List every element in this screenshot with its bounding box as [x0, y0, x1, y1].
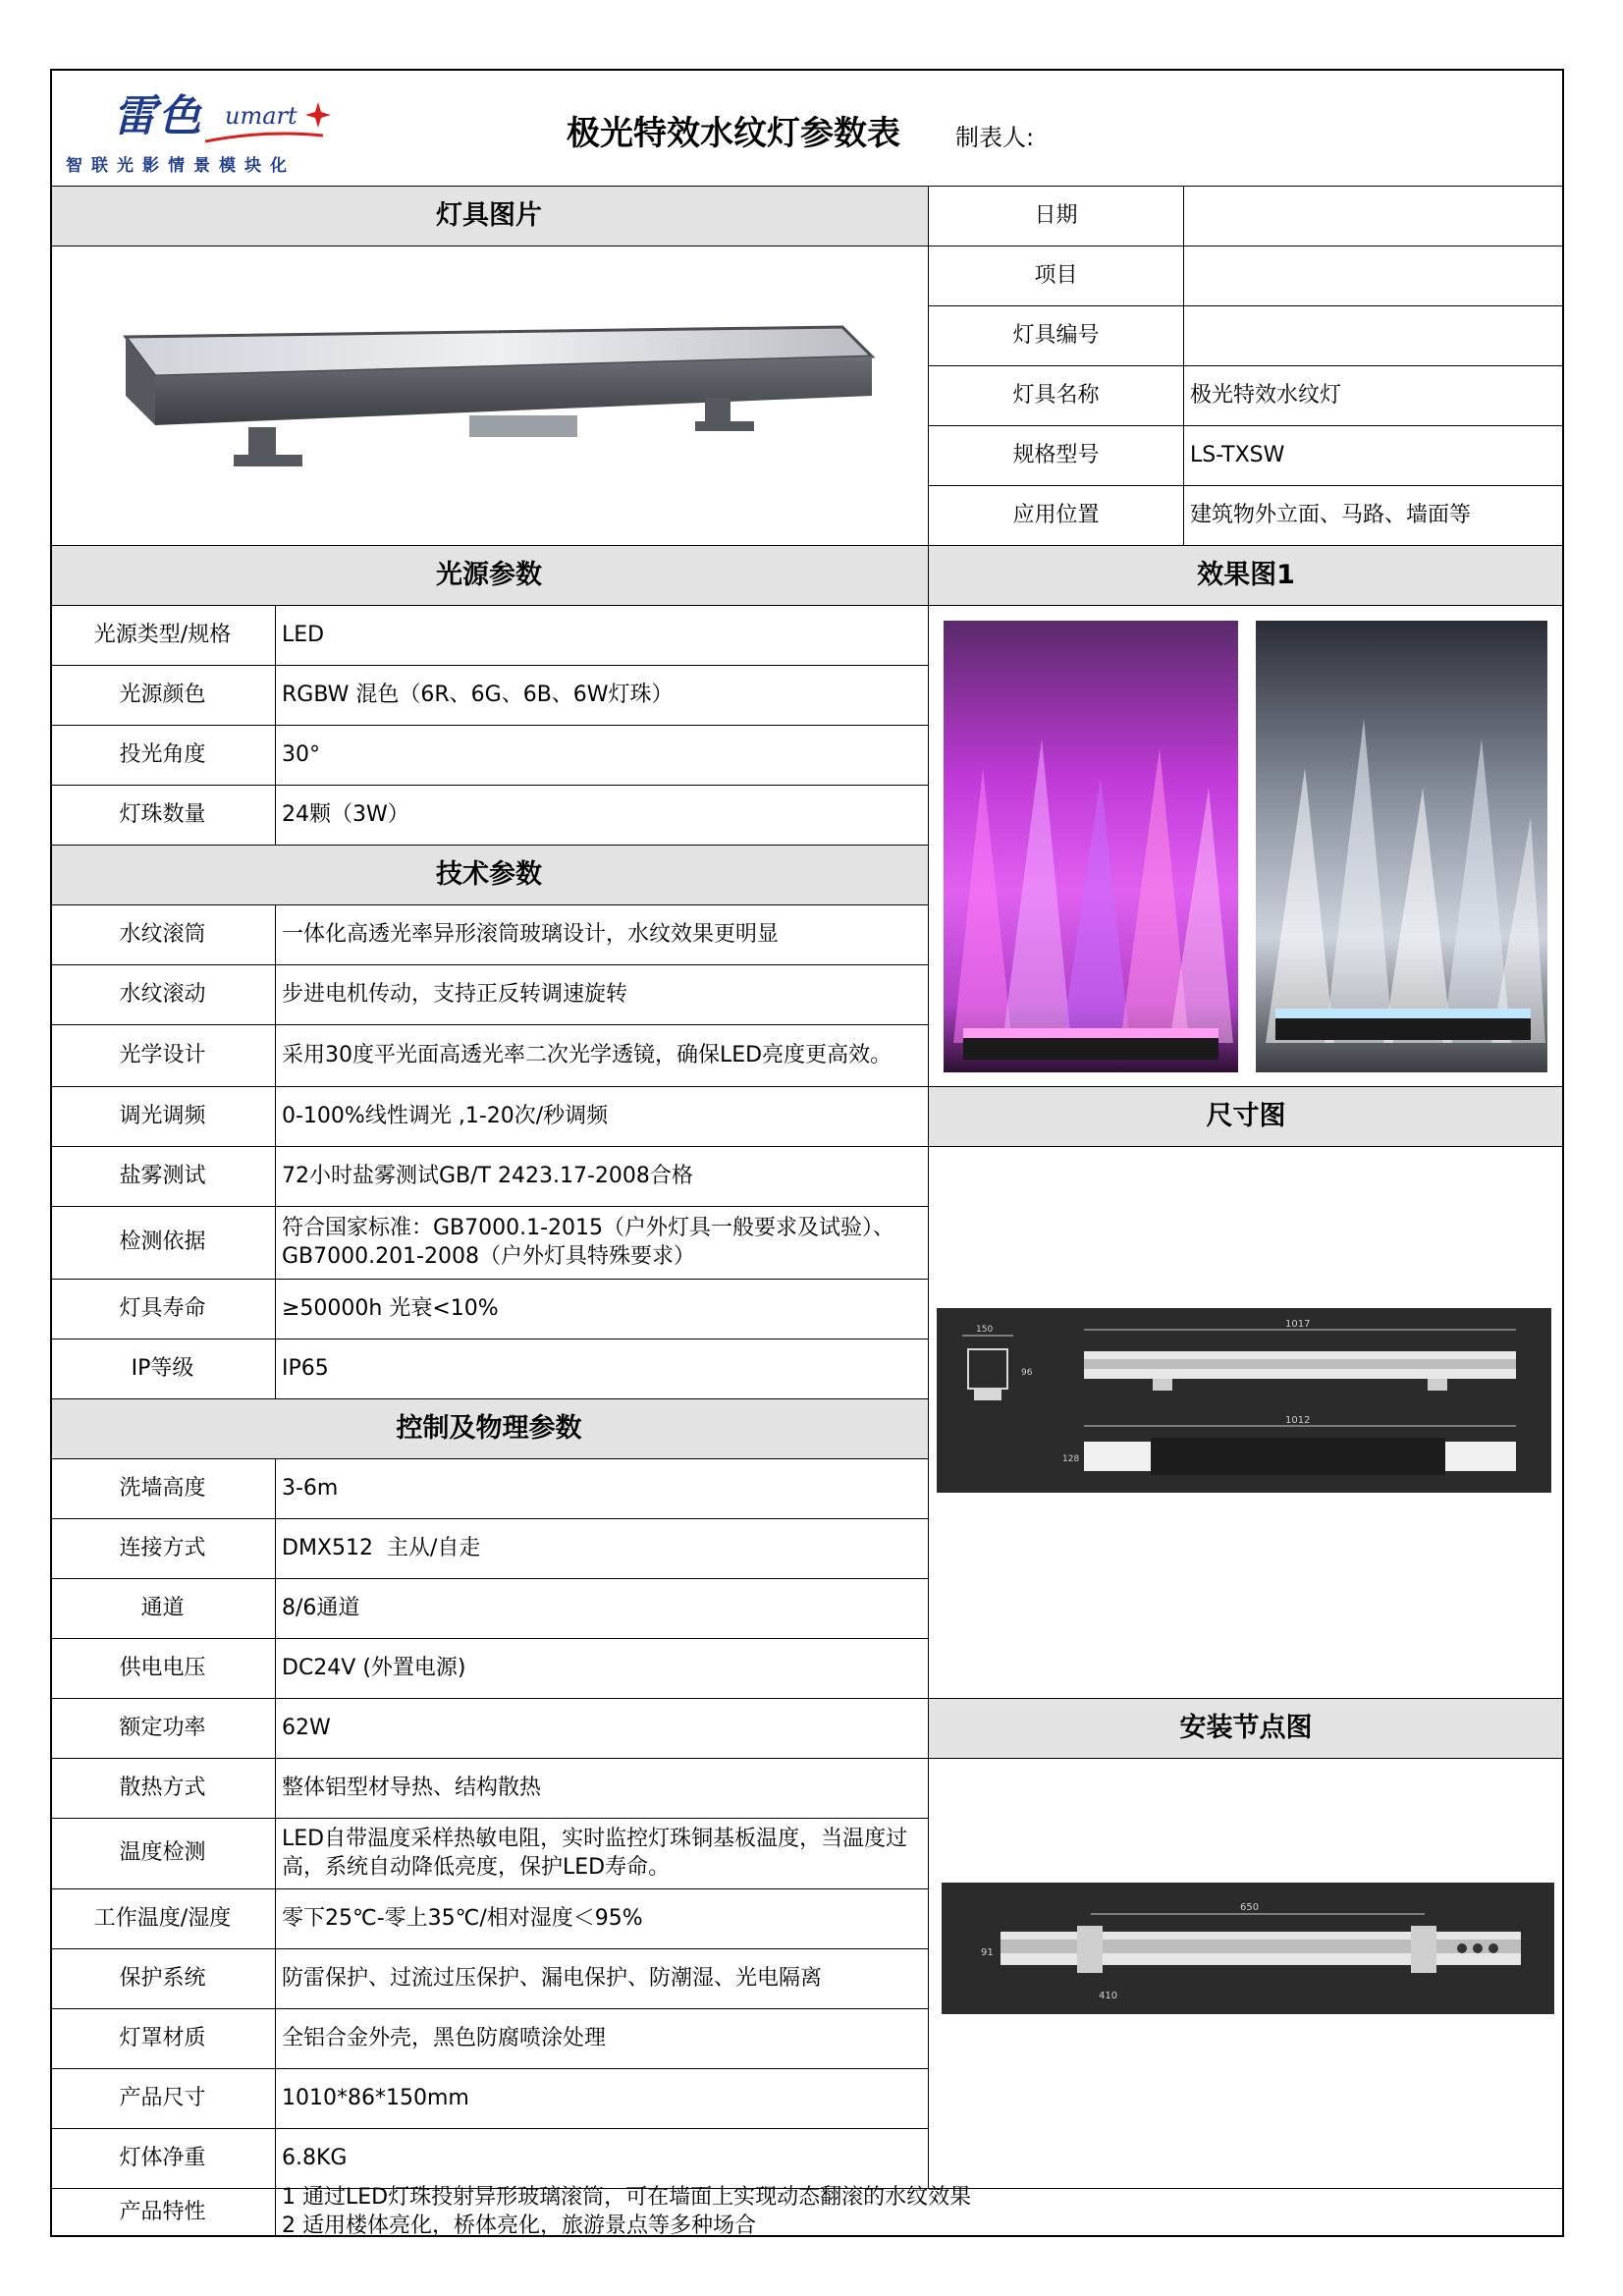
param-label: 调光调频	[50, 1087, 276, 1147]
param-value: 一体化高透光率异形滚筒玻璃设计，水纹效果更明显	[276, 905, 929, 965]
maker-label: 制表人:	[955, 124, 1035, 151]
info-label: 规格型号	[929, 426, 1184, 486]
sheet-border	[50, 69, 1564, 2237]
features-label: 产品特性	[50, 2189, 276, 2237]
feature-line-2: 2 适用楼体亮化，桥体亮化，旅游景点等多种场合	[282, 2214, 756, 2238]
info-label: 应用位置	[929, 486, 1184, 546]
section-header-effect: 效果图1	[929, 546, 1564, 606]
info-value: LS-TXSW	[1184, 426, 1564, 486]
param-label: 盐雾测试	[50, 1147, 276, 1207]
param-value: 零下25℃-零上35℃/相对湿度＜95%	[276, 1889, 929, 1949]
info-label: 项目	[929, 246, 1184, 306]
logo-tagline: 智联光影情景模块化	[66, 156, 296, 176]
param-label: 工作温度/湿度	[50, 1889, 276, 1949]
logo-english: umart	[225, 102, 298, 130]
param-value: 30°	[276, 726, 929, 786]
param-label: 供电电压	[50, 1639, 276, 1699]
param-label: 水纹滚动	[50, 965, 276, 1025]
param-value: LED自带温度采样热敏电阻，实时监控灯珠铜基板温度，当温度过高，系统自动降低亮度，保护LED寿命。	[276, 1819, 929, 1889]
install-base-label: 410	[1099, 1991, 1118, 2001]
info-label: 灯具编号	[929, 306, 1184, 366]
param-value: 62W	[276, 1699, 929, 1759]
param-value: 8/6通道	[276, 1579, 929, 1639]
param-value: 0-100%线性调光 ,1-20次/秒调频	[276, 1087, 929, 1147]
param-label: 灯罩材质	[50, 2009, 276, 2069]
param-label: IP等级	[50, 1339, 276, 1399]
section-header-dimensions: 尺寸图	[929, 1087, 1564, 1147]
param-label: 检测依据	[50, 1207, 276, 1280]
section-header-light-source: 光源参数	[50, 546, 929, 606]
param-value: 24颗（3W）	[276, 786, 929, 846]
spec-sheet	[50, 69, 1564, 2237]
install-height-label: 91	[981, 1947, 994, 1958]
param-value: RGBW 混色（6R、6G、6B、6W灯珠）	[276, 666, 929, 726]
param-value: ≥50000h 光衰<10%	[276, 1280, 929, 1339]
param-value: 6.8KG	[276, 2129, 929, 2189]
param-label: 产品尺寸	[50, 2069, 276, 2129]
section-header-installation: 安装节点图	[929, 1699, 1564, 1759]
param-label: 通道	[50, 1579, 276, 1639]
section-header-technical: 技术参数	[50, 846, 929, 905]
param-value: 1010*86*150mm	[276, 2069, 929, 2129]
param-label: 洗墙高度	[50, 1459, 276, 1519]
install-span-label: 650	[1240, 1902, 1260, 1913]
param-label: 光源颜色	[50, 666, 276, 726]
drawing-side-width: 150	[976, 1325, 994, 1335]
param-label: 灯珠数量	[50, 786, 276, 846]
info-label: 日期	[929, 187, 1184, 246]
param-label: 灯体净重	[50, 2129, 276, 2189]
drawing-side-height: 96	[1021, 1368, 1033, 1378]
param-label: 额定功率	[50, 1699, 276, 1759]
param-value: DMX512 主从/自走	[276, 1519, 929, 1579]
param-value: 采用30度平光面高透光率二次光学透镜，确保LED亮度更高效。	[276, 1025, 929, 1087]
info-value: 极光特效水纹灯	[1184, 366, 1564, 426]
feature-line-1: 1 通过LED灯珠投射异形玻璃滚筒，可在墙面上实现动态翻滚的水纹效果	[282, 2185, 972, 2211]
param-value: LED	[276, 606, 929, 666]
param-value: 符合国家标准：GB7000.1-2015（户外灯具一般要求及试验）、GB7000.201-2008（户外灯具特殊要求）	[276, 1207, 929, 1280]
param-label: 投光角度	[50, 726, 276, 786]
param-value: 整体铝型材导热、结构散热	[276, 1759, 929, 1819]
param-value: IP65	[276, 1339, 929, 1399]
param-label: 光源类型/规格	[50, 606, 276, 666]
section-header-photo: 灯具图片	[50, 187, 929, 246]
param-label: 灯具寿命	[50, 1280, 276, 1339]
param-value: 防雷保护、过流过压保护、漏电保护、防潮湿、光电隔离	[276, 1949, 929, 2009]
info-label: 灯具名称	[929, 366, 1184, 426]
param-value: 全铝合金外壳，黑色防腐喷涂处理	[276, 2009, 929, 2069]
section-header-control: 控制及物理参数	[50, 1399, 929, 1459]
info-value: 建筑物外立面、马路、墙面等	[1184, 486, 1564, 546]
logo-chinese: 雷色	[113, 91, 203, 141]
param-label: 保护系统	[50, 1949, 276, 2009]
param-value: 72小时盐雾测试GB/T 2423.17-2008合格	[276, 1147, 929, 1207]
param-label: 光学设计	[50, 1025, 276, 1087]
param-value: 步进电机传动，支持正反转调速旋转	[276, 965, 929, 1025]
page-title: 极光特效水纹灯参数表	[567, 114, 900, 153]
param-label: 散热方式	[50, 1759, 276, 1819]
param-value: 3-6m	[276, 1459, 929, 1519]
drawing-length-top: 1017	[1285, 1319, 1311, 1330]
param-value: DC24V (外置电源)	[276, 1639, 929, 1699]
param-label: 温度检测	[50, 1819, 276, 1889]
drawing-bottom-height: 128	[1062, 1454, 1080, 1464]
param-label: 水纹滚筒	[50, 905, 276, 965]
drawing-length-bottom: 1012	[1285, 1415, 1311, 1426]
param-label: 连接方式	[50, 1519, 276, 1579]
